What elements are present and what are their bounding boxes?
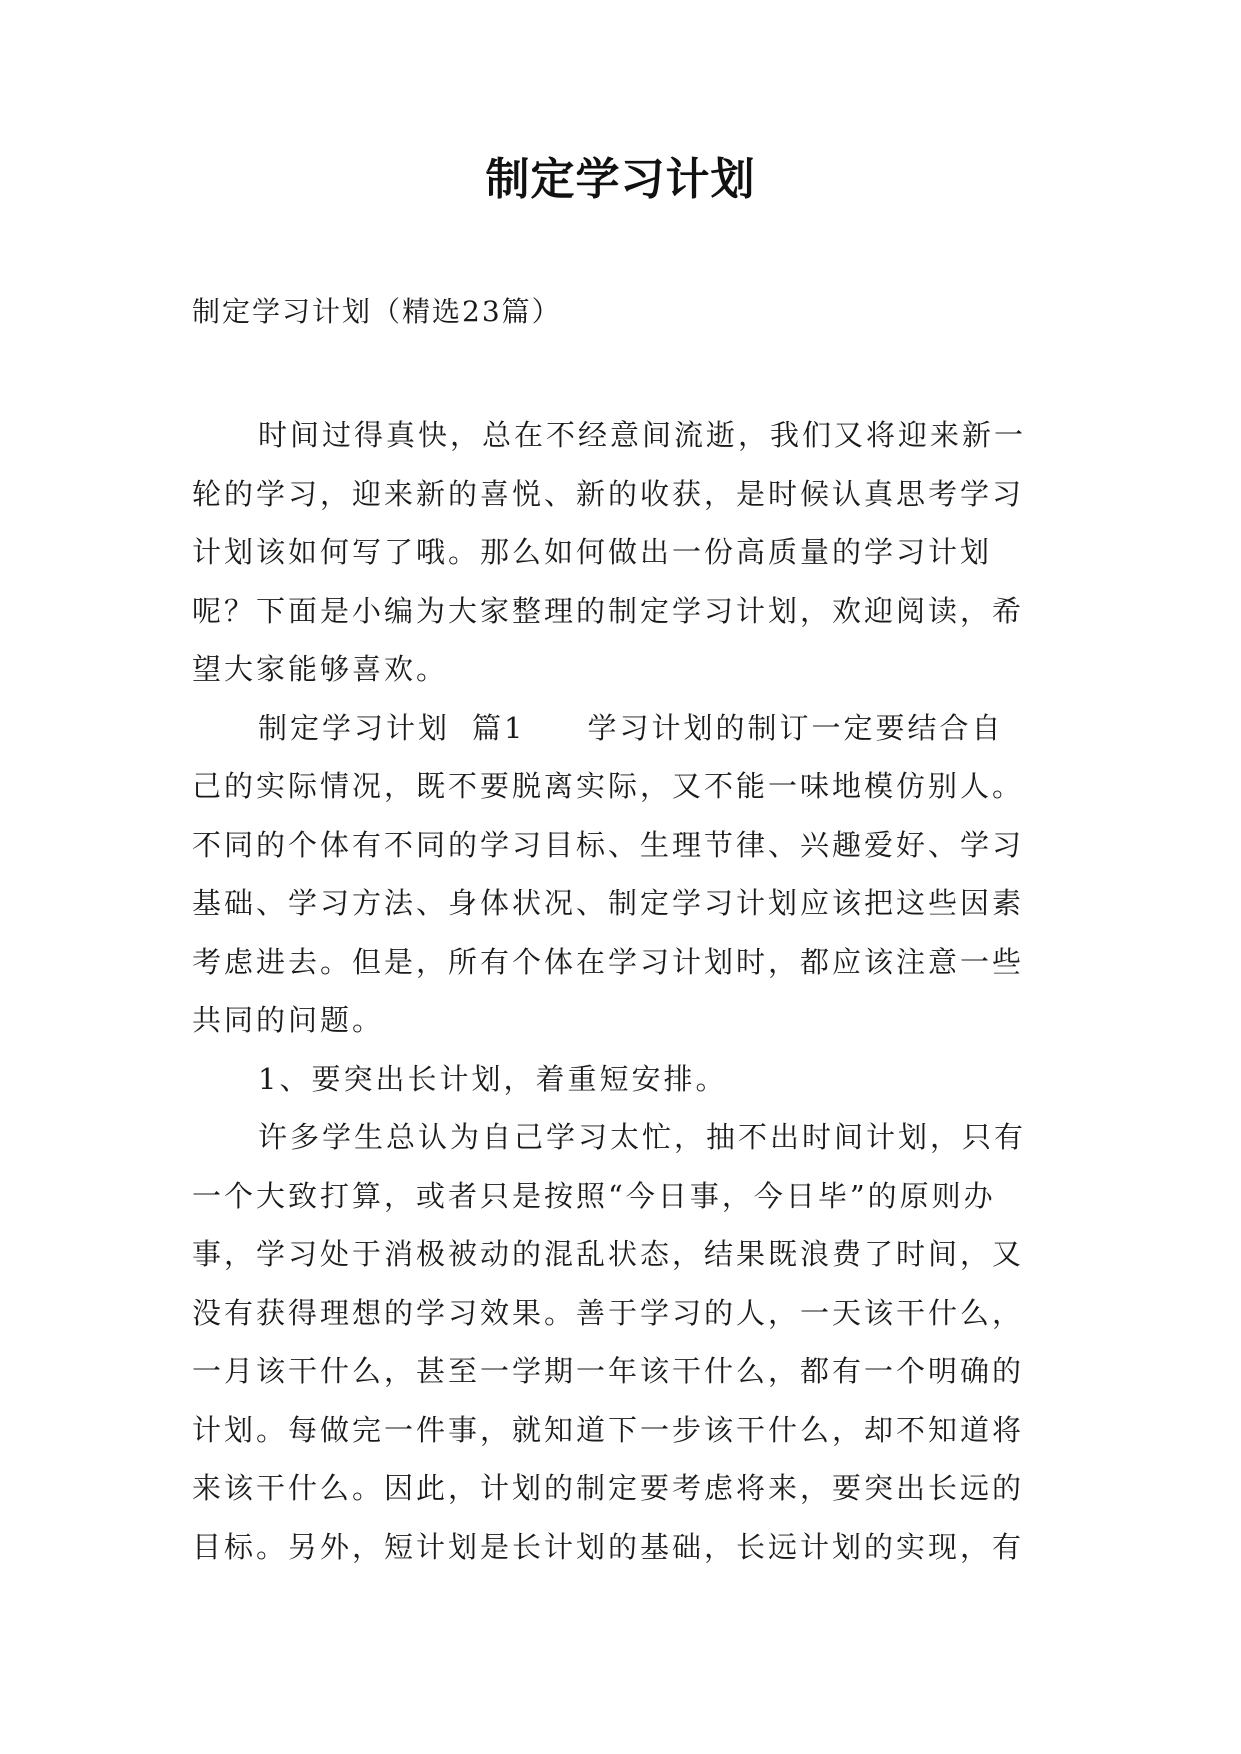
section1-first-line-text: 学习计划的制订一定要结合自 bbox=[587, 710, 1004, 745]
point1-line: 没有获得理想的学习效果。善于学习的人，一天该干什么， bbox=[192, 1295, 1025, 1330]
point1-heading: 1、要突出长计划，着重短安排。 bbox=[258, 1061, 728, 1096]
section1-line: 共同的问题。 bbox=[192, 1003, 385, 1037]
point1-line: 目标。另外，短计划是长计划的基础，长远计划的实现，有 bbox=[192, 1529, 1025, 1564]
document-body bbox=[192, 406, 1072, 1576]
section1-heading: 制定学习计划 bbox=[258, 710, 451, 745]
section1-line: 考虑进去。但是，所有个体在学习计划时，都应该注意一些 bbox=[192, 944, 1025, 979]
section1-label: 篇1 bbox=[472, 710, 526, 745]
intro-line: 呢？下面是小编为大家整理的制定学习计划，欢迎阅读，希 bbox=[192, 593, 1025, 628]
section1-line: 不同的个体有不同的学习目标、生理节律、兴趣爱好、学习 bbox=[192, 827, 1025, 862]
document-subtitle: 制定学习计划（精选23篇） bbox=[192, 295, 562, 328]
intro-line: 计划该如何写了哦。那么如何做出一份高质量的学习计划 bbox=[192, 535, 993, 569]
point1-line: 许多学生总认为自己学习太忙，抽不出时间计划，只有 bbox=[258, 1120, 1027, 1154]
point1-line: 事，学习处于消极被动的混乱状态，结果既浪费了时间，又 bbox=[192, 1237, 1025, 1271]
point1-line: 来该干什么。因此，计划的制定要考虑将来，要突出长远的 bbox=[192, 1471, 1025, 1505]
section1-line: 基础、学习方法、身体状况、制定学习计划应该把这些因素 bbox=[192, 886, 1025, 920]
intro-line: 轮的学习，迎来新的喜悦、新的收获，是时候认真思考学习 bbox=[192, 476, 1025, 511]
section1-line: 己的实际情况，既不要脱离实际，又不能一味地模仿别人。 bbox=[192, 769, 1025, 803]
point1-line: 一个大致打算，或者只是按照“今日事，今日毕”的原则办 bbox=[192, 1178, 996, 1213]
intro-line: 望大家能够喜欢。 bbox=[192, 652, 449, 686]
page-title: 制定学习计划 bbox=[485, 154, 756, 205]
section1-first-line bbox=[192, 699, 1072, 758]
point1-line: 一月该干什么，甚至一学期一年该干什么，都有一个明确的 bbox=[192, 1354, 1025, 1388]
point1-line: 计划。每做完一件事，就知道下一步该干什么，却不知道将 bbox=[192, 1412, 1025, 1447]
intro-line: 时间过得真快，总在不经意间流逝，我们又将迎来新一 bbox=[258, 418, 1027, 452]
